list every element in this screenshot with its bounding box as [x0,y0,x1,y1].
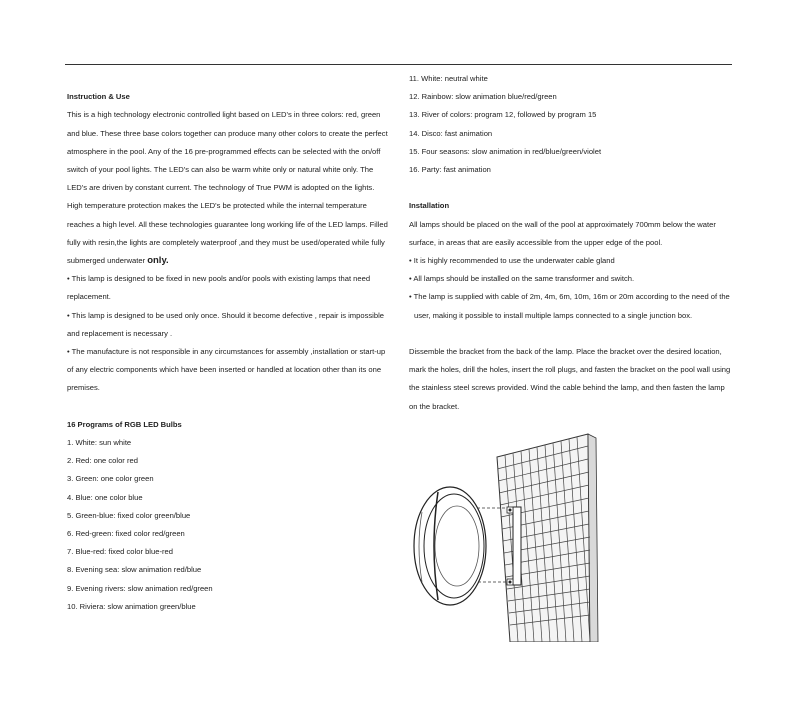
bullet-line: of any electric components which have been inserted or handled at location other than its one [67,365,382,375]
bullet-line: replacement. [67,292,111,302]
instruction-heading: Instruction & Use [67,92,130,102]
program-item: 13. River of colors: program 12, followed by program 15 [409,110,597,120]
intro-line: switch of your pool lights. The LED's can also be warm white only or natural white only. The [67,165,374,174]
intro-line: This is a high technology electronic controlled light based on LED's in three colors: red, green [67,110,381,120]
only-emphasis: only. [147,255,169,267]
intro-last-line: submerged underwater only. [67,255,169,267]
bullet-line: and replacement is necessary . [67,328,173,338]
installation-line: • All lamps should be installed on the same transformer and switch. [409,274,635,284]
right-column [409,70,739,416]
installation-line: surface, in areas that are easily accessible from the upper edge of the pool. [409,237,663,247]
program-item: 8. Evening sea: slow animation red/blue [67,565,202,575]
bracket-line: mark the holes, drill the holes, insert the roll plugs, and fasten the bracket on the pool wall using [409,365,731,375]
intro-line: High temperature protection makes the LED's be protected while the internal temperature [67,201,367,211]
bullet-line: • The manufacture is not responsible in any circumstances for assembly ,installation or start-up [67,347,386,357]
programs-heading: 16 Programs of RGB LED Bulbs [67,419,182,429]
bracket-line: the stainless steel screws provided. Wind the cable behind the lamp, and then fasten the lamp [409,383,725,393]
installation-line: user, making it possible to install multiple lamps connected to a single junction box. [414,310,693,320]
program-item: 12. Rainbow: slow animation blue/red/green [409,92,557,102]
program-item: 5. Green-blue: fixed color green/blue [67,510,191,520]
bullet-line: premises. [67,383,100,393]
program-item: 15. Four seasons: slow animation in red/blue/green/violet [409,146,602,156]
intro-line: reaches a high level. All these technologies guarantee long working life of the LED lamps. Filled [67,219,388,229]
installation-line: • It is highly recommended to use the underwater cable gland [409,256,615,266]
program-item: 2. Red: one color red [67,456,138,466]
program-item: 7. Blue-red: fixed color blue-red [67,547,173,557]
intro-line: fully with resin,the lights are completely waterproof ,and they must be used/operated while fully [67,237,385,247]
bracket-line: on the bracket. [409,401,460,411]
installation-line: • The lamp is supplied with cable of 2m, 4m, 6m, 10m, 16m or 20m according to the need of the [409,292,730,302]
pool-lamp [414,487,486,605]
program-item: 1. White: sun white [67,438,132,448]
installation-heading: Installation [409,201,450,211]
program-item: 10. Riviera: slow animation green/blue [67,601,196,611]
program-item: 16. Party: fast animation [409,165,491,175]
installation-line: All lamps should be placed on the wall of the pool at approximately 700mm below the water [409,219,716,229]
program-item: 3. Green: one color green [67,474,154,484]
installation-diagram [410,432,650,642]
program-item: 11. White: neutral white [409,74,488,83]
intro-line: atmosphere in the pool. Any of the 16 pre-programmed effects can be selected with the on/off [67,146,381,156]
program-item: 6. Red-green: fixed color red/green [67,529,185,539]
bracket-line: Dissemble the bracket from the back of the lamp. Place the bracket over the desired location, [409,347,722,357]
bullet-line: • This lamp is designed to be used only once. Should it become defective , repair is impossible [67,310,384,320]
intro-line: and blue. These three base colors together can produce many other colors to create the perfect [67,128,388,138]
program-item: 9. Evening rivers: slow animation red/green [67,583,213,593]
intro-line: LED's are driven by constant current. The technology of True PWM is adopted on the lights. [67,183,375,193]
program-item: 4. Blue: one color blue [67,492,143,502]
top-rule [65,64,732,65]
left-column [67,70,397,616]
bullet-line: • This lamp is designed to be fixed in new pools and/or pools with existing lamps that need [67,274,371,284]
pool-wall-grid [497,434,598,642]
program-item: 14. Disco: fast animation [409,128,493,138]
